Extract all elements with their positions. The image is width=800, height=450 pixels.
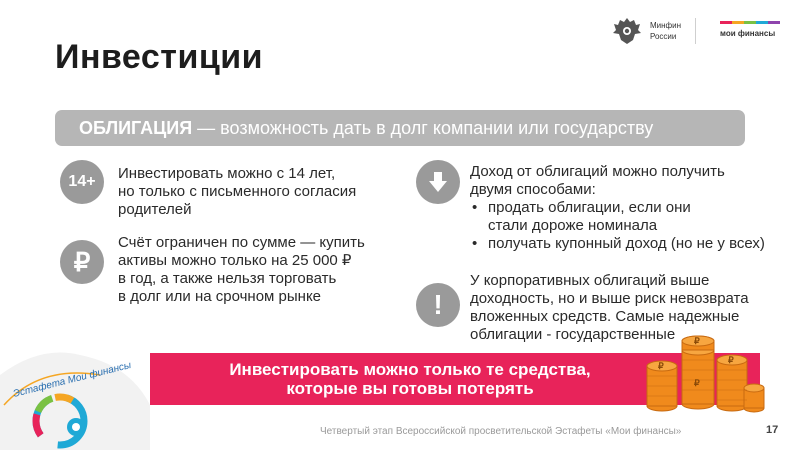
ruble-icon: ₽ [60,240,104,284]
arrow-down-icon [416,160,460,204]
moi-finansy-logo [720,21,780,38]
moi-finansy-label: мои финансы [720,29,776,38]
age-14-icon: 14+ [60,160,104,204]
text-line: двумя способами: [470,181,596,198]
text-line: в долг или на срочном рынке [118,288,322,305]
text-line: но только с письменного согласия [118,183,357,200]
exclamation-icon: ! [416,283,460,327]
bullet-continuation: стали дороже номинала [488,217,658,234]
minfin-label-line2: России [650,32,677,41]
coin-stacks-icon [636,328,766,418]
svg-text:₽: ₽ [694,378,700,388]
text-line: Счёт ограничен по сумме — купить [118,234,365,251]
callout-line: которые вы готовы потерять [286,379,534,398]
svg-text:₽: ₽ [728,355,734,365]
text-line: У корпоративных облигаций выше [470,272,710,289]
definition-banner [55,110,745,146]
text-line: в год, а также нельзя торговать [118,270,337,287]
eagle-emblem-icon [610,14,644,48]
account-limit-text [118,234,398,306]
page-number: 17 [766,424,779,436]
text-line: вложенных средств. Самые надежные [470,308,740,325]
header-divider [695,18,696,44]
banner-definition: — возможность дать в долг компании или государству [192,118,654,138]
text-line: Инвестировать можно с 14 лет, [118,165,336,182]
page-title: Инвестиции [55,38,264,76]
banner-term: ОБЛИГАЦИЯ [79,118,193,138]
text-line: доходность, но и выше риск невозврата [470,290,749,307]
text-line: активы можно только на 25 000 ₽ [118,252,352,269]
footer-text: Четвертый этап Всероссийской просветительской Эстафеты «Мои финансы» [320,426,682,437]
text-line: родителей [118,201,192,218]
estafeta-logo-icon [0,335,150,450]
bond-income-text [470,163,780,253]
minfin-logo [610,14,681,48]
minfin-label-line1: Минфин [650,21,682,30]
estafeta-logo-text: Эстафета Мои финансы [12,359,133,400]
svg-text:₽: ₽ [658,361,664,371]
text-line: облигации - государственные [470,326,676,343]
callout-line: Инвестировать можно только те средства, [229,360,591,379]
callout-text [150,360,670,398]
svg-text:₽: ₽ [694,336,700,346]
bullet-item: • продать облигации, если они [470,199,780,217]
moi-finansy-stripe [720,21,780,24]
age-restriction-text [118,165,398,219]
text-line: Доход от облигаций можно получить [470,163,725,180]
bullet-item: • получать купонный доход (но не у всех) [470,235,780,253]
